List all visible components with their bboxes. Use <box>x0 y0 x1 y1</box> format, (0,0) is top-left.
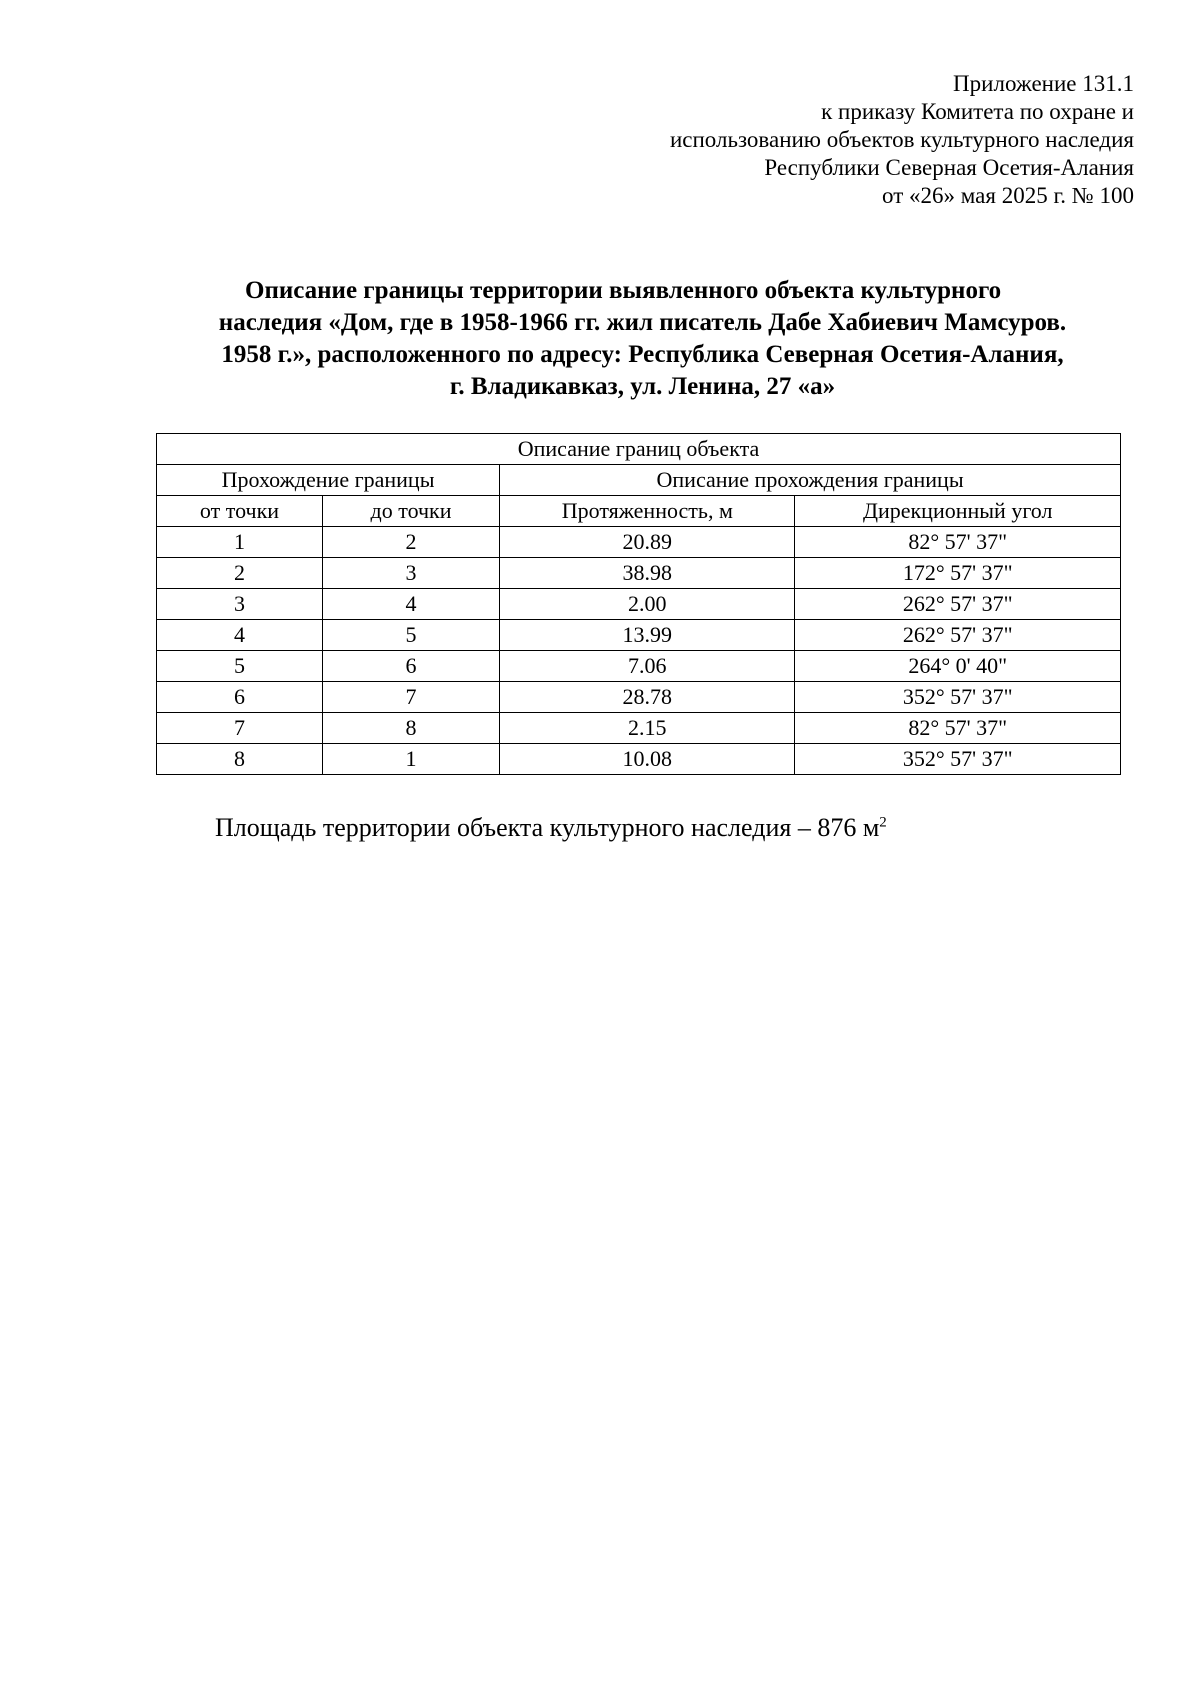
column-header-from: от точки <box>157 496 323 527</box>
order-reference: к приказу Комитета по охране и <box>821 99 1134 124</box>
cell-length: 20.89 <box>500 527 795 558</box>
column-header-length: Протяженность, м <box>500 496 795 527</box>
column-header-angle: Дирекционный угол <box>795 496 1121 527</box>
title-line-3: 1958 г.», расположенного по адресу: Республика Северная Осетия-Алания, <box>221 341 1064 368</box>
cell-length: 2.15 <box>500 713 795 744</box>
table-row <box>157 713 1121 744</box>
table-group-row <box>157 465 1121 496</box>
cell-angle: 172° 57' 37" <box>795 558 1121 589</box>
cell-angle: 262° 57' 37" <box>795 620 1121 651</box>
cell-from-point: 4 <box>157 620 323 651</box>
table-row <box>157 527 1121 558</box>
cell-to-point: 7 <box>322 682 499 713</box>
cell-length: 2.00 <box>500 589 795 620</box>
table-row <box>157 651 1121 682</box>
table-row <box>157 682 1121 713</box>
cell-from-point: 8 <box>157 744 323 775</box>
cell-to-point: 8 <box>322 713 499 744</box>
cell-from-point: 2 <box>157 558 323 589</box>
order-date: от «26» мая 2025 г. № 100 <box>882 183 1134 208</box>
cell-angle: 352° 57' 37" <box>795 682 1121 713</box>
cell-length: 38.98 <box>500 558 795 589</box>
cell-to-point: 2 <box>322 527 499 558</box>
cell-angle: 82° 57' 37" <box>795 713 1121 744</box>
cell-to-point: 1 <box>322 744 499 775</box>
cell-length: 7.06 <box>500 651 795 682</box>
appendix-number: Приложение 131.1 <box>953 71 1134 96</box>
table-row <box>157 744 1121 775</box>
column-header-to: до точки <box>322 496 499 527</box>
document-title <box>150 275 1135 403</box>
cell-from-point: 3 <box>157 589 323 620</box>
cell-length: 13.99 <box>500 620 795 651</box>
title-line-1: Описание границы территории выявленного объекта культурного <box>245 277 1002 304</box>
cell-from-point: 5 <box>157 651 323 682</box>
cell-from-point: 6 <box>157 682 323 713</box>
area-unit-superscript: 2 <box>879 814 887 831</box>
cell-to-point: 5 <box>322 620 499 651</box>
territory-area-text: Площадь территории объекта культурного наследия – 876 м <box>215 813 880 842</box>
cell-angle: 262° 57' 37" <box>795 589 1121 620</box>
territory-area <box>215 812 887 844</box>
committee-name: использованию объектов культурного наследия <box>669 127 1134 152</box>
cell-length: 28.78 <box>500 682 795 713</box>
table-row <box>157 558 1121 589</box>
table-row <box>157 620 1121 651</box>
cell-length: 10.08 <box>500 744 795 775</box>
group-header-right: Описание прохождения границы <box>500 465 1121 496</box>
republic-name: Республики Северная Осетия-Алания <box>764 155 1134 180</box>
table-header-row <box>157 496 1121 527</box>
cell-angle: 264° 0' 40" <box>795 651 1121 682</box>
title-line-4: г. Владикавказ, ул. Ленина, 27 «а» <box>449 373 836 400</box>
table-row <box>157 589 1121 620</box>
cell-from-point: 7 <box>157 713 323 744</box>
appendix-header <box>434 70 1134 210</box>
cell-to-point: 4 <box>322 589 499 620</box>
group-header-left: Прохождение границы <box>157 465 500 496</box>
boundary-table <box>156 433 1121 775</box>
cell-to-point: 6 <box>322 651 499 682</box>
cell-from-point: 1 <box>157 527 323 558</box>
table-caption-row <box>157 434 1121 465</box>
title-line-2: наследия «Дом, где в 1958-1966 гг. жил писатель Дабе Хабиевич Мамсуров. <box>218 309 1067 336</box>
table-caption: Описание границ объекта <box>157 434 1121 465</box>
cell-angle: 82° 57' 37" <box>795 527 1121 558</box>
cell-to-point: 3 <box>322 558 499 589</box>
cell-angle: 352° 57' 37" <box>795 744 1121 775</box>
